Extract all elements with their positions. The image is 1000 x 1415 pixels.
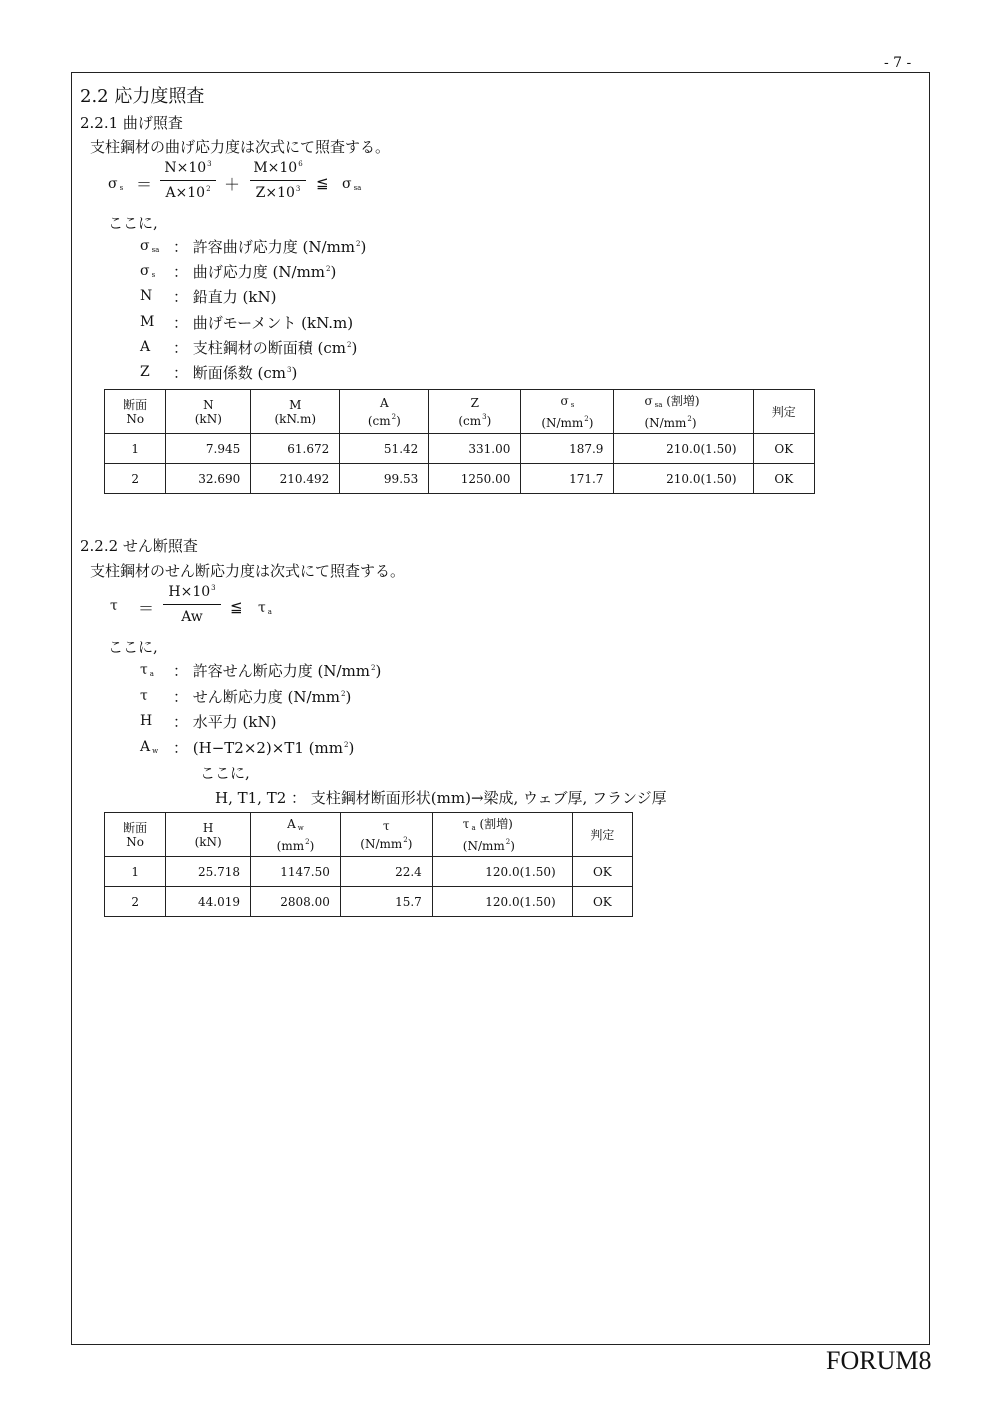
- leq-sign: ≦: [316, 174, 329, 192]
- shear-fraction-denominator: Aw: [181, 609, 203, 625]
- shear-here-label: ここに,: [108, 638, 158, 656]
- bending-table: [104, 389, 815, 494]
- definition-symbol: H: [140, 713, 153, 729]
- bending-here-label: ここに,: [108, 214, 158, 232]
- cell-tau-a: 120.0(1.50): [432, 857, 572, 887]
- cell-h: 25.718: [166, 857, 251, 887]
- cell-judgement: OK: [572, 857, 632, 887]
- plus-sign: ＋: [224, 175, 241, 194]
- definition-symbol: σ $_s$: [140, 263, 156, 280]
- definition-description: ： 曲げ応力度 $(N/mm^2)$: [173, 263, 337, 282]
- cell-judgement: OK: [753, 434, 814, 464]
- cell-a: 51.42: [340, 434, 429, 464]
- cell-z: 1250.00: [429, 464, 521, 494]
- page-number: - 7 -: [884, 55, 912, 71]
- definition-symbol: Z: [140, 364, 150, 380]
- definition-description: ： 断面係数 $(cm^3)$: [173, 364, 298, 382]
- table-row: [105, 887, 633, 917]
- definition-symbol: τ: [140, 687, 148, 704]
- header-aw: A $_w$ $(mm^2)$: [251, 813, 341, 857]
- definition-symbol: τ $_a$: [140, 662, 154, 678]
- header-judgement: 判定: [572, 813, 632, 857]
- cell-h: 44.019: [166, 887, 251, 917]
- definition-description: ： せん断応力度 $(N/mm^2)$: [173, 687, 352, 706]
- fraction-2-denominator: $Z\times 10^3$: [255, 185, 301, 201]
- table-header-row: [105, 390, 815, 434]
- shear-intro: 支柱鋼材のせん断応力度は次式にて照査する。: [90, 562, 406, 580]
- definition-description: ： 許容曲げ応力度 $(N/mm^2)$: [173, 238, 367, 256]
- formula-lhs: [108, 176, 123, 192]
- header-section-no: 断面 No: [105, 390, 166, 434]
- footer-brand: FORUM8: [826, 1346, 932, 1375]
- definition-description: ： 水平力 (kN): [173, 713, 277, 731]
- definition-symbol: σ $_{sa}$: [140, 238, 160, 254]
- cell-no: 1: [105, 857, 166, 887]
- formula-rhs: τ $_a$: [258, 600, 272, 616]
- cell-sigma-sa: 210.0(1.50): [614, 464, 753, 494]
- sigma-subscript: s: [119, 184, 124, 192]
- shear-here-label-2: ここに,: [200, 764, 250, 782]
- fraction-1-numerator: $N\times 10^3$: [160, 160, 216, 181]
- cell-tau-a: 120.0(1.50): [432, 887, 572, 917]
- tau-symbol: τ: [110, 598, 118, 614]
- fraction-1-denominator: $A\times 10^2$: [165, 185, 211, 201]
- cell-m: 210.492: [251, 464, 340, 494]
- cell-judgement: OK: [753, 464, 814, 494]
- formula-rhs: σ $_{sa}$: [342, 176, 362, 192]
- cell-sigma-s: 187.9: [521, 434, 614, 464]
- section-title: 2.2 応力度照査: [80, 86, 205, 107]
- header-n: N (kN): [166, 390, 251, 434]
- shear-table: [104, 812, 633, 917]
- table-row: [105, 857, 633, 887]
- cell-n: 7.945: [166, 434, 251, 464]
- shear-fraction: [163, 584, 221, 625]
- cell-sigma-s: 171.7: [521, 464, 614, 494]
- cell-z: 331.00: [429, 434, 521, 464]
- equals-sign: ＝: [138, 599, 155, 618]
- table-header-row: [105, 813, 633, 857]
- header-h: H (kN): [166, 813, 251, 857]
- shear-note: H, T1, T2 ： 支柱鋼材断面形状(mm)→梁成, ウェブ厚, フランジ厚: [215, 789, 667, 807]
- definition-symbol: A $_w$: [140, 738, 159, 755]
- equals-sign: ＝: [136, 175, 153, 194]
- header-sigma-sa: σ $_{sa}$ (割増) $(N/mm^2)$: [614, 390, 753, 434]
- fraction-2-numerator: $M\times 10^6$: [250, 160, 306, 181]
- cell-tau: 15.7: [340, 887, 432, 917]
- table-row: [105, 464, 815, 494]
- cell-no: 2: [105, 887, 166, 917]
- header-m: M (kN.m): [251, 390, 340, 434]
- header-section-no: 断面 No: [105, 813, 166, 857]
- cell-a: 99.53: [340, 464, 429, 494]
- definition-description: ： 鉛直力 (kN): [173, 288, 277, 307]
- table-row: [105, 434, 815, 464]
- definition-description: ： 支柱鋼材の断面積 $(cm^2)$: [173, 338, 358, 357]
- sigma-symbol: σ: [108, 176, 118, 192]
- leq-sign: ≦: [230, 598, 243, 616]
- cell-tau: 22.4: [340, 857, 432, 887]
- definition-description: ： 許容せん断応力度 $(N/mm^2)$: [173, 662, 382, 680]
- definition-symbol: N: [140, 288, 153, 305]
- header-tau-a: τ $_a$ (割増) $(N/mm^2)$: [432, 813, 572, 857]
- shear-fraction-numerator: $H\times 10^3$: [163, 584, 221, 605]
- cell-n: 32.690: [166, 464, 251, 494]
- cell-judgement: OK: [572, 887, 632, 917]
- cell-aw: 2808.00: [251, 887, 341, 917]
- definition-symbol: A: [140, 338, 151, 355]
- definition-description: ： (H−T2×2)×T1 $(mm^2)$: [173, 738, 355, 757]
- definition-description: ： 曲げモーメント (kN.m): [173, 313, 354, 332]
- bending-intro: 支柱鋼材の曲げ応力度は次式にて照査する。: [90, 138, 391, 156]
- bending-heading: 2.2.1 曲げ照査: [80, 114, 183, 132]
- header-z: Z $(cm^3)$: [429, 390, 521, 434]
- fraction-1: [160, 160, 216, 201]
- header-a: A $(cm^2)$: [340, 390, 429, 434]
- fraction-2: [250, 160, 306, 201]
- header-sigma-s: σ $_s$ $(N/mm^2)$: [521, 390, 614, 434]
- cell-no: 1: [105, 434, 166, 464]
- definition-symbol: M: [140, 313, 155, 330]
- cell-m: 61.672: [251, 434, 340, 464]
- header-judgement: 判定: [753, 390, 814, 434]
- shear-heading: 2.2.2 せん断照査: [80, 537, 198, 555]
- cell-sigma-sa: 210.0(1.50): [614, 434, 753, 464]
- cell-no: 2: [105, 464, 166, 494]
- header-tau: τ $(N/mm^2)$: [340, 813, 432, 857]
- cell-aw: 1147.50: [251, 857, 341, 887]
